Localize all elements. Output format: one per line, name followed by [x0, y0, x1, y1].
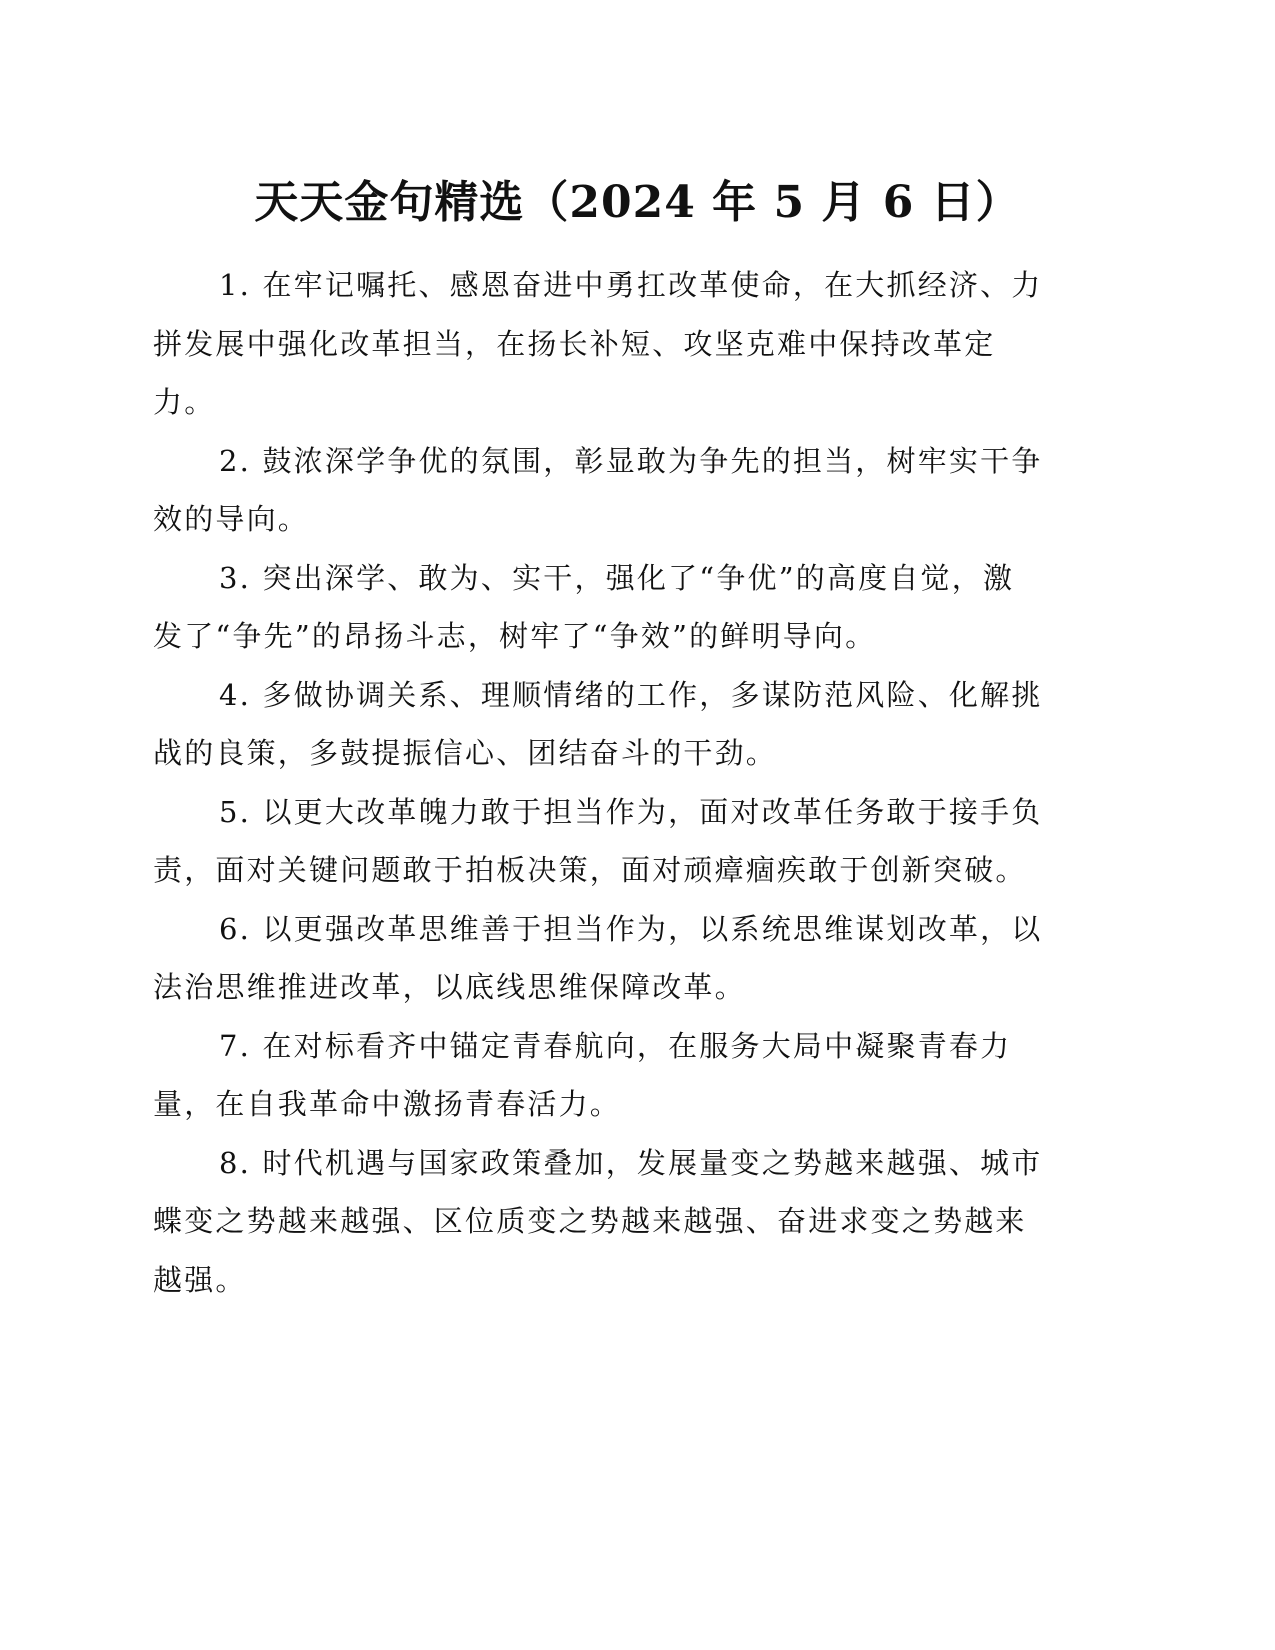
paragraph-line: 责，面对关键问题敢于拍板决策，面对顽瘴痼疾敢于创新突破。	[153, 853, 1027, 887]
paragraph-line: 战的良策，多鼓提振信心、团结奋斗的干劲。	[153, 736, 778, 770]
paragraph-line: 4. 多做协调关系、理顺情绪的工作，多谋防范风险、化解挑	[219, 677, 1043, 712]
paragraph-2	[153, 432, 1087, 549]
paragraph-line: 拼发展中强化改革担当，在扬长补短、攻坚克难中保持改革定	[153, 326, 996, 361]
paragraph-line: 发了“争先”的昂扬斗志，树牢了“争效”的鲜明导向。	[153, 619, 877, 653]
paragraph-line: 7. 在对标看齐中锚定青春航向，在服务大局中凝聚青春力	[219, 1028, 1012, 1063]
paragraph-line: 6. 以更强改革思维善于担当作为，以系统思维谋划改革，以	[219, 911, 1043, 946]
paragraph-6	[153, 900, 1087, 1017]
paragraph-5	[153, 783, 1087, 900]
paragraph-line: 1. 在牢记嘱托、感恩奋进中勇扛改革使命，在大抓经济、力	[219, 268, 1043, 302]
paragraph-1	[153, 256, 1087, 432]
paragraph-line: 法治思维推进改革，以底线思维保障改革。	[153, 970, 746, 1004]
paragraph-line: 2. 鼓浓深学争优的氛围，彰显敢为争先的担当，树牢实干争	[219, 443, 1043, 478]
paragraph-3	[153, 549, 1087, 666]
paragraph-line: 越强。	[153, 1262, 247, 1297]
paragraph-line: 效的导向。	[153, 502, 310, 536]
document-body	[153, 256, 1087, 1309]
paragraph-8	[153, 1134, 1087, 1310]
paragraph-line: 蝶变之势越来越强、区位质变之势越来越强、奋进求变之势越来	[153, 1204, 1027, 1238]
paragraph-line: 力。	[153, 385, 216, 419]
paragraph-line: 3. 突出深学、敢为、实干，强化了“争优”的高度自觉，激	[219, 560, 1015, 595]
paragraph-4	[153, 666, 1087, 783]
paragraph-line: 5. 以更大改革魄力敢于担当作为，面对改革任务敢于接手负	[219, 794, 1043, 829]
paragraph-7	[153, 1017, 1087, 1134]
paragraph-line: 8. 时代机遇与国家政策叠加，发展量变之势越来越强、城市	[219, 1145, 1043, 1180]
paragraph-line: 量，在自我革命中激扬青春活力。	[153, 1087, 622, 1121]
document-title: 天天金句精选（2024 年 5 月 6 日）	[254, 177, 1021, 228]
